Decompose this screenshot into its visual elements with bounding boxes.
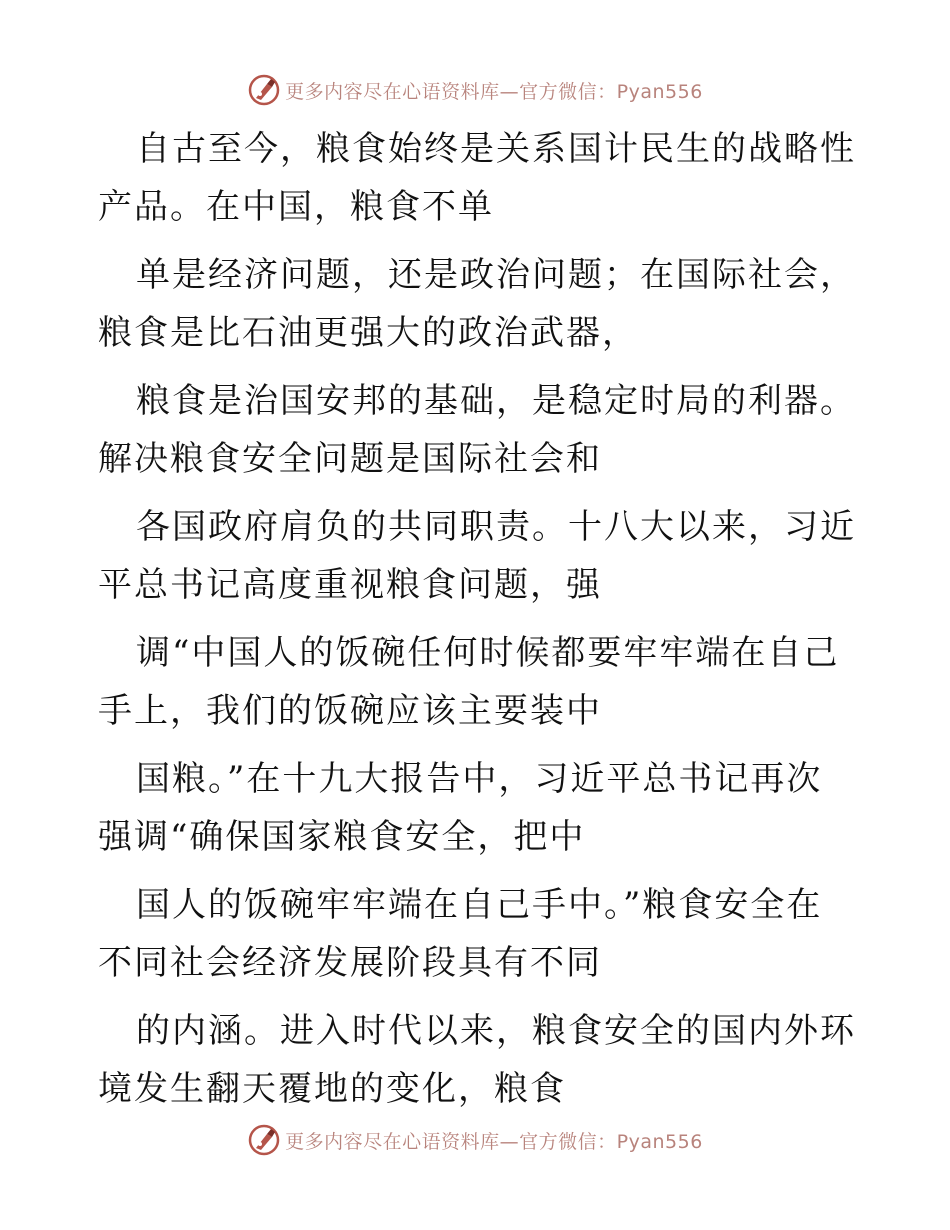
footer-banner-text: 更多内容尽在心语资料库—官方微信：Pyan556 bbox=[285, 1130, 703, 1153]
header-banner-text: 更多内容尽在心语资料库—官方微信：Pyan556 bbox=[285, 80, 703, 103]
paragraph-6: 国粮。”在十九大报告中，习近平总书记再次强调“确保国家粮食安全，把中 bbox=[98, 759, 823, 857]
document-body bbox=[98, 120, 858, 1128]
paragraph-3: 粮食是治国安邦的基础，是稳定时局的利器。解决粮食安全问题是国际社会和 bbox=[98, 381, 856, 479]
paragraph-5: 调“中国人的饭碗任何时候都要牢牢端在自己手上，我们的饭碗应该主要装中 bbox=[98, 633, 840, 731]
paragraph-2: 单是经济问题，还是政治问题；在国际社会，粮食是比石油更强大的政治武器， bbox=[98, 255, 856, 353]
paragraph-1: 自古至今，粮食始终是关系国计民生的战略性产品。在中国，粮食不单 bbox=[98, 129, 856, 227]
header-banner bbox=[0, 70, 950, 110]
pen-nib-logo-icon bbox=[247, 1123, 281, 1157]
paragraph-4: 各国政府肩负的共同职责。十八大以来，习近平总书记高度重视粮食问题，强 bbox=[98, 507, 856, 605]
paragraph-7: 国人的饭碗牢牢端在自己手中。”粮食安全在不同社会经济发展阶段具有不同 bbox=[98, 885, 823, 983]
pen-nib-logo-icon bbox=[247, 73, 281, 107]
footer-banner bbox=[0, 1120, 950, 1160]
paragraph-8: 的内涵。进入时代以来，粮食安全的国内外环境发生翻天覆地的变化，粮食 bbox=[98, 1011, 856, 1109]
